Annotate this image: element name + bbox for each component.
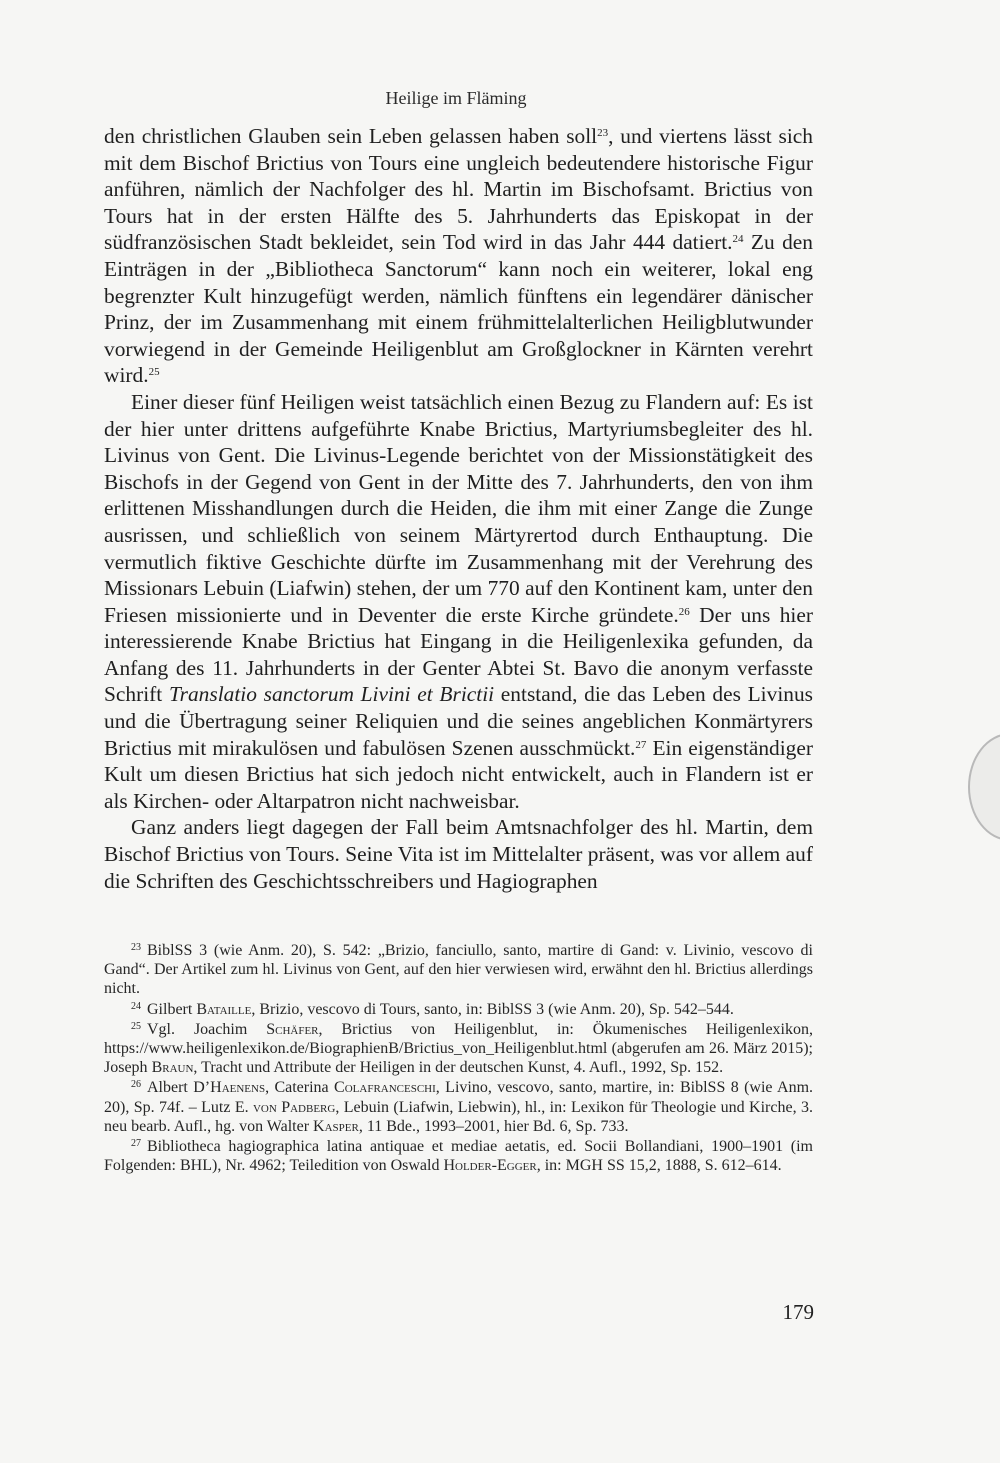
footnote-24: $^{24}$ Gilbert Bataille, Brizio, vescovo di Tours, santo, in: BiblSS 3 (wie Anm. 20), Sp. 542–544. [131, 1000, 734, 1018]
work-title: Translatio sanctorum Livini et Brictii [168, 682, 495, 707]
footnote-number: 26 [131, 1079, 141, 1091]
main-text [104, 123, 813, 894]
paragraph-3: Ganz anders liegt dagegen der Fall beim Amtsnachfolger des hl. Martin, dem Bischof Brictius von Tours. Seine Vita ist im Mittelalter präsent, was vor allem auf die Schriften des Geschichtsschreibers und Hagiographen [104, 815, 813, 893]
footnote-number: 23 [131, 942, 141, 953]
footnote-number: 24 [131, 1000, 141, 1012]
footnote-ref-23[interactable]: 23 [597, 127, 609, 139]
footnote-25: $^{25}$ Vgl. Joachim Schäfer, Brictius von Heiligenblut, in: Ökumenisches Heiligenlexikon, https://www.heiligenlexikon.de/BiographienB/Brictius_von_Heiligenblut.html (abgerufen am 26. März 2015); Joseph Braun, Tracht und Attribute der Heiligen in der deutschen Kunst, 4. Aufl., 1992, Sp. 152. [104, 1020, 814, 1077]
page-number: 179 [782, 1300, 814, 1324]
footnote-ref-25[interactable]: 25 [148, 366, 160, 379]
footnote-number: 27 [131, 1138, 141, 1150]
paragraph-2: Einer dieser fünf Heiligen weist tatsächlich einen Bezug zu Flandern auf: Es ist der hier unter drittens aufgeführte Knabe Brictius, Martyriumsbegleiter des hl. Livinus von Gent. Die Livinus-Legende berichtet von der Missionstätigkeit des Bischofs in der Gegend von Gent in der Mitte des 7. Jahrhunderts, den von ihm erlittenen Misshandlungen durch die Heiden, die ihm mit einer Zange die Zunge ausrissen, und schließlich von seinem Märtyrertod durch Enthauptung. Die vermutlich fiktive Geschichte dürfte im Zusammenhang mit der Verehrung des Missionars Lebuin (Liafwin) stehen, der um 770 auf den Kontinent kam, unter den Friesen missionierte und in Deventer die erste Kirche gründete.$^{26}$ Der uns hier interessierende Knabe Brictius hat Eingang in die Heiligenlexika gefunden, da Anfang des 11. Jahrhunderts in der Genter Abtei St. Bavo die anonym verfasste Schrift Translatio sanctorum Livini et Brictii entstand, die das Leben des Livinus und die Übertragung seiner Reliquien und die seines angeblichen Konmärtyrers Brictius mit mirakulösen und fabulösen Szenen ausschmückt.$^{27}$ Ein eigenständiger Kult um diesen Brictius hat sich jedoch nicht entwickelt, auch in Flandern ist er als Kirchen- oder Altarpatron nicht nachweisbar. [104, 389, 813, 813]
footnote-ref-24[interactable]: 24 [732, 233, 744, 246]
footnotes [104, 941, 813, 1176]
paragraph-1: den christlichen Glauben sein Leben gelassen haben soll$^{23}$, und viertens lässt sich mit dem Bischof Brictius von Tours eine ungleich bedeutendere historische Figur anführen, nämlich der Nachfolger des hl. Martin im Bischofsamt. Brictius von Tours hat in der ersten Hälfte des 5. Jahrhunderts das Episkopat in der südfranzösischen Stadt bekleidet, sein Tod wird in das Jahr 444 datiert.$^{24}$ Zu den Einträgen in der „Bibliotheca Sanctorum“ kann noch ein weiterer, lokal eng begrenzter Kult hinzugefügt werden, nämlich fünftens ein legendärer dänischer Prinz, der im Zusammenhang mit einem frühmittelalterlichen Heiligblutwunder vorwiegend in der Gemeinde Heiligenblut am Großglockner in Kärnten verehrt wird.$^{25}$ [104, 124, 814, 388]
footnote-ref-26[interactable]: 26 [678, 605, 690, 618]
footnote-26: $^{26}$ Albert D’Haenens, Caterina Colafranceschi, Livino, vescovo, santo, martire, in: BiblSS 8 (wie Anm. 20), Sp. 74f. – Lutz E. von Padberg, Lebuin (Liafwin, Liebwin), hl., in: Lexikon für Theologie und Kirche, 3. neu bearb. Aufl., hg. von Walter Kasper, 11 Bde., 1993–2001, hier Bd. 6, Sp. 733. [104, 1079, 814, 1135]
footnote-27: $^{27}$ Bibliotheca hagiographica latina antiquae et mediae aetatis, ed. Socii Bollandiani, 1900–1901 (im Folgenden: BHL), Nr. 4962; Teiledition von Oswald Holder-Egger, in: MGH SS 15,2, 1888, S. 612–614. [104, 1138, 813, 1175]
footnote-number: 25 [131, 1020, 141, 1032]
thumb-index-tab [968, 733, 1000, 841]
footnote-ref-27[interactable]: 27 [635, 738, 647, 751]
footnote-23: $^{23}$ BiblSS 3 (wie Anm. 20), S. 542: „Brizio, fanciullo, santo, martire di Gand: v. Livinio, vescovo di Gand“. Der Artikel zum hl. Livinus von Gent, auf den hier verwiesen wird, erwähnt den hl. Brictius allerdings nicht. [104, 942, 813, 998]
running-head: Heilige im Fläming [385, 88, 527, 108]
